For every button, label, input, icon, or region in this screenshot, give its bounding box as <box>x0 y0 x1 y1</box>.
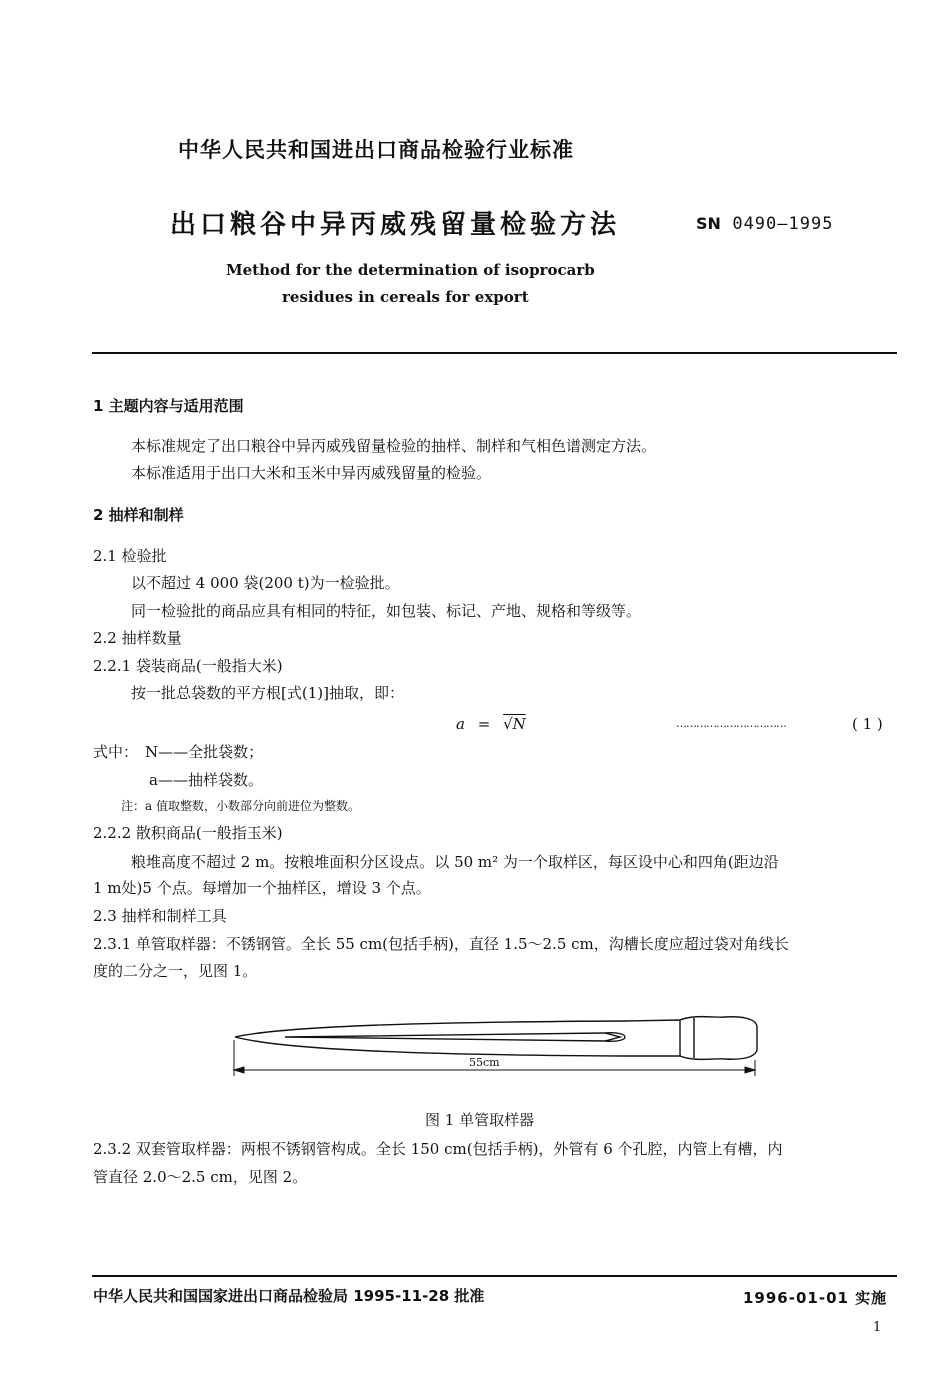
section-2-2-2-paragraph-1: 粮堆高度不超过 2 m。按粮堆面积分区设点。以 50 m² 为一个取样区，每区设中心和四角(距边沿 <box>131 853 779 871</box>
figure-1-caption: 图 1 单管取样器 <box>425 1111 535 1129</box>
note: 注：a 值取整数，小数部分向前进位为整数。 <box>121 799 360 813</box>
section-2-2-2-heading: 2.2.2 散积商品(一般指玉米) <box>93 824 283 842</box>
effective-date: 1996-01-01 实施 <box>743 1289 888 1307</box>
figure-1-dimension-label: 55cm <box>469 1056 500 1069</box>
formula-equals: = <box>477 715 491 733</box>
english-title-line1: Method for the determination of isoprocarb <box>226 261 595 279</box>
section-1-paragraph-1: 本标准规定了出口粮谷中异丙威残留量检验的抽样、制样和气相色谱测定方法。 <box>131 437 657 455</box>
where-n-definition: N——全批袋数； <box>145 743 264 761</box>
section-2-2-2-paragraph-2: 1 m处)5 个点。每增加一个抽样区，增设 3 个点。 <box>93 879 431 897</box>
section-2-1-paragraph-1: 以不超过 4 000 袋(200 t)为一检验批。 <box>131 574 400 592</box>
page-number: 1 <box>873 1320 882 1335</box>
formula-number: ( 1 ) <box>852 715 883 733</box>
section-2-1-paragraph-2: 同一检验批的商品应具有相同的特征，如包装、标记、产地、规格和等级等。 <box>131 602 642 620</box>
org-title: 中华人民共和国进出口商品检验行业标准 <box>178 138 574 162</box>
section-2-2-1-paragraph-1: 按一批总袋数的平方根[式(1)]抽取，即： <box>131 684 404 702</box>
section-1-paragraph-2: 本标准适用于出口大米和玉米中异丙威残留量的检验。 <box>131 464 492 482</box>
section-2-1-heading: 2.1 检验批 <box>93 547 167 565</box>
approval-line: 中华人民共和国国家进出口商品检验局 1995-11-28 批准 <box>93 1287 485 1305</box>
where-a-definition: a——抽样袋数。 <box>149 771 263 789</box>
footer-divider <box>92 1275 897 1277</box>
section-2-3-1-paragraph-1: 2.3.1 单管取样器：不锈钢管。全长 55 cm(包括手柄)，直径 1.5～2.5 cm，沟槽长度应超过袋对角线长 <box>93 935 789 953</box>
formula-lhs: a <box>456 715 465 733</box>
doc-title: 出口粮谷中异丙威残留量检验方法 <box>170 210 621 240</box>
formula-leader-dots: …………………………… <box>676 717 786 730</box>
section-2-3-1-paragraph-2: 度的二分之一，见图 1。 <box>93 962 258 980</box>
section-2-2-heading: 2.2 抽样数量 <box>93 629 182 647</box>
sn-prefix: SN <box>696 214 721 233</box>
figure-1-sampler-drawing <box>225 1010 765 1090</box>
section-1-heading: 1 主题内容与适用范围 <box>93 397 244 415</box>
section-2-2-1-heading: 2.2.1 袋装商品(一般指大米) <box>93 657 283 675</box>
section-2-3-2-paragraph-1: 2.3.2 双套管取样器：两根不锈钢管构成。全长 150 cm(包括手柄)，外管有 6 个孔腔，内管上有槽，内 <box>93 1140 783 1158</box>
header-divider <box>92 352 897 354</box>
section-2-3-2-paragraph-2: 管直径 2.0～2.5 cm，见图 2。 <box>93 1168 308 1186</box>
section-2-3-heading: 2.3 抽样和制样工具 <box>93 907 227 925</box>
where-label: 式中： <box>93 743 139 761</box>
section-2-heading: 2 抽样和制样 <box>93 506 184 524</box>
sn-number: 0490—1995 <box>732 214 834 234</box>
standard-number <box>696 214 833 234</box>
english-title-line2: residues in cereals for export <box>282 288 529 306</box>
formula <box>456 714 526 734</box>
formula-rhs: √N <box>503 715 526 733</box>
